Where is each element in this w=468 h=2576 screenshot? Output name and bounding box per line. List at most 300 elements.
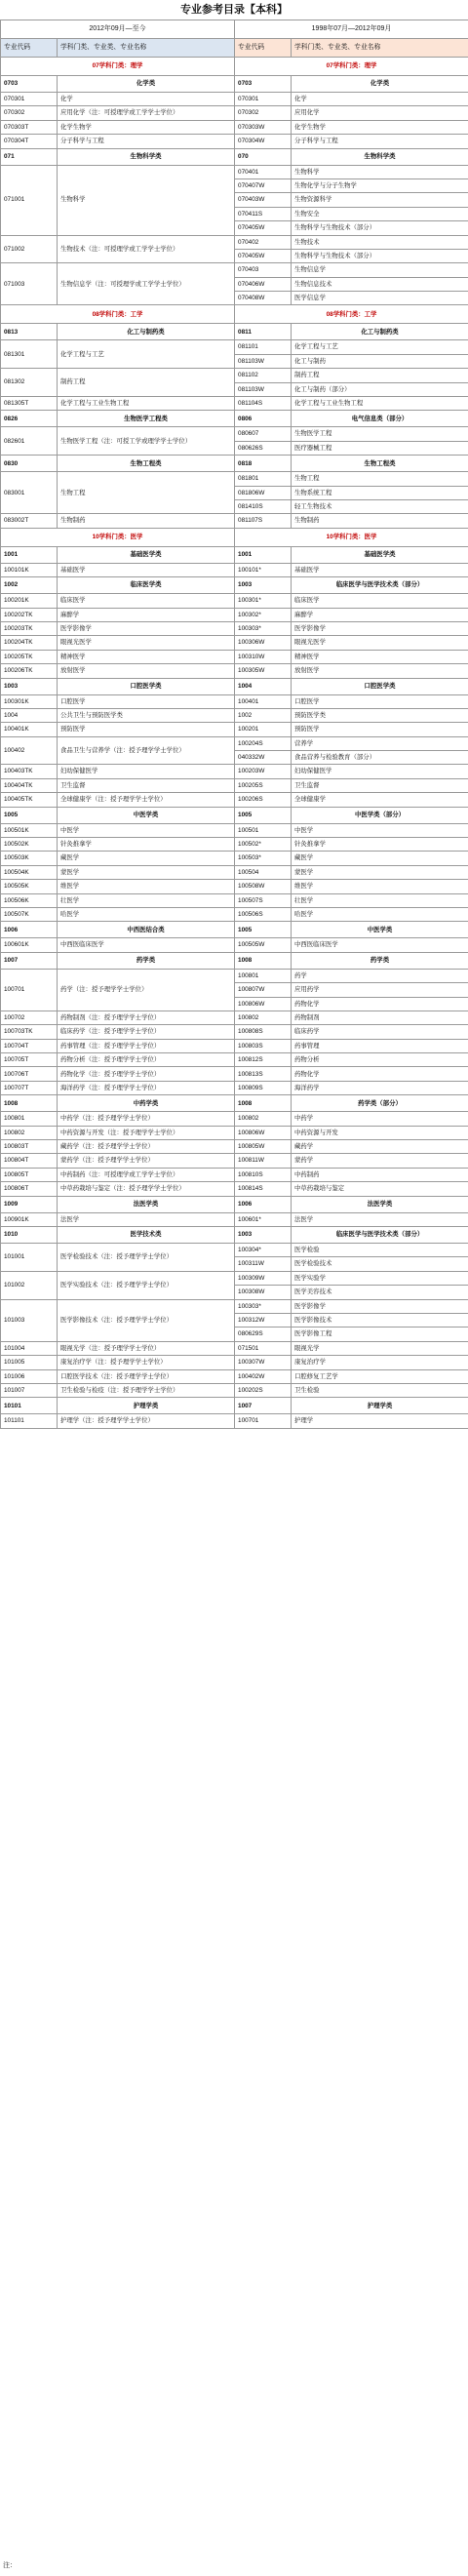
discipline-section-row	[1, 305, 468, 324]
l-major-code: 100704T	[1, 1039, 58, 1052]
l-major-code: 100202TK	[1, 608, 58, 621]
r-major-name: 藏医学	[292, 852, 468, 865]
r-major-name: 法医学类	[292, 1196, 468, 1212]
l-major-name: 中西医临床医学	[58, 938, 235, 952]
r-major-code: 100811W	[235, 1154, 292, 1168]
l-major-code: 100501K	[1, 823, 58, 837]
r-major-name: 卫生检验	[292, 1383, 468, 1397]
l-major-code: 1005	[1, 807, 58, 823]
r-major-name: 化学类	[292, 76, 468, 93]
r-major-code: 070411S	[235, 207, 292, 220]
major-row	[1, 1011, 468, 1024]
l-major-code: 100901K	[1, 1212, 58, 1226]
l-major-code: 101003	[1, 1299, 58, 1341]
l-major-code: 083001	[1, 472, 58, 514]
l-major-code: 100401K	[1, 723, 58, 736]
r-major-name: 预防医学	[292, 723, 468, 736]
l-major-code: 071	[1, 148, 58, 165]
major-row	[1, 1053, 468, 1067]
l-major-name: 生物工程类	[58, 456, 235, 472]
l-major-name: 中医学类	[58, 807, 235, 823]
r-major-name: 蒙药学	[292, 1154, 468, 1168]
l-major-code: 100601K	[1, 938, 58, 952]
r-major-name: 蒙医学	[292, 865, 468, 879]
major-row	[1, 1341, 468, 1355]
r-major-code: 100301*	[235, 594, 292, 608]
major-row	[1, 93, 468, 106]
l-major-code: 1010	[1, 1227, 58, 1244]
r-major-code: 100809S	[235, 1081, 292, 1094]
r-major-name: 生物安全	[292, 207, 468, 220]
r-major-name: 放射医学	[292, 664, 468, 678]
r-major-code: 100203W	[235, 765, 292, 778]
r-major-code: 100813S	[235, 1067, 292, 1081]
major-row	[1, 1126, 468, 1139]
catalog-sheet	[0, 20, 468, 1429]
r-major-code: 080626S	[235, 441, 292, 455]
r-major-code: 1008	[235, 1095, 292, 1112]
page-title: 专业参考目录【本科】	[0, 0, 468, 20]
l-major-name: 基础医学	[58, 563, 235, 576]
r-major-code: 0818	[235, 456, 292, 472]
r-major-name: 生物信息学	[292, 263, 468, 277]
l-major-name: 维医学	[58, 880, 235, 893]
l-major-name: 护理学（注：授予理学学士学位）	[58, 1414, 235, 1428]
r-major-name: 化工与制药（部分）	[292, 382, 468, 396]
major-row	[1, 694, 468, 708]
major-row	[1, 893, 468, 907]
major-row	[1, 1414, 468, 1428]
r-major-code: 100201	[235, 723, 292, 736]
left-name-header: 学科门类、专业类、专业名称	[58, 39, 235, 58]
r-major-name: 卫生监督	[292, 778, 468, 792]
l-major-name: 藏医学	[58, 852, 235, 865]
r-major-code: 070304W	[235, 135, 292, 148]
category-row	[1, 1095, 468, 1112]
r-major-name: 麻醉学	[292, 608, 468, 621]
r-major-code: 100303*	[235, 1299, 292, 1313]
r-major-code: 070408W	[235, 292, 292, 305]
l-major-code: 1007	[1, 952, 58, 969]
section-title-right: 08学科门类：工学	[235, 305, 468, 324]
right-name-header: 学科门类、专业类、专业名称	[292, 39, 468, 58]
l-major-name: 生物科学	[58, 165, 235, 235]
r-major-code: 081102	[235, 369, 292, 382]
r-major-name: 针灸推拿学	[292, 838, 468, 852]
r-major-name: 化学生物学	[292, 120, 468, 134]
l-major-name: 针灸推拿学	[58, 838, 235, 852]
l-major-code: 100705T	[1, 1053, 58, 1067]
l-major-code: 100506K	[1, 893, 58, 907]
r-major-name: 妇幼保健医学	[292, 765, 468, 778]
section-title-right: 10学科门类：医学	[235, 528, 468, 546]
r-major-name: 医学影像学	[292, 1299, 468, 1313]
category-row	[1, 411, 468, 427]
major-row	[1, 880, 468, 893]
l-major-code: 100507K	[1, 907, 58, 921]
r-major-name: 生物信息技术	[292, 277, 468, 291]
r-major-code: 100101*	[235, 563, 292, 576]
l-major-name: 藏药学（注：授予理学学士学位）	[58, 1140, 235, 1154]
major-row	[1, 1299, 468, 1313]
l-major-code: 1006	[1, 922, 58, 938]
r-major-code: 100204S	[235, 736, 292, 750]
major-row	[1, 636, 468, 650]
l-major-code: 100203TK	[1, 621, 58, 635]
r-major-code: 1002	[235, 708, 292, 722]
r-major-name: 化学工程与工艺	[292, 340, 468, 354]
l-major-name: 生物工程	[58, 472, 235, 514]
major-row	[1, 793, 468, 807]
r-major-code: 100807W	[235, 983, 292, 997]
l-major-code: 1002	[1, 577, 58, 594]
r-major-name: 化工与制药类	[292, 324, 468, 340]
major-row	[1, 823, 468, 837]
category-row	[1, 807, 468, 823]
r-major-code: 100308W	[235, 1286, 292, 1299]
major-row	[1, 621, 468, 635]
r-major-name: 口腔医学	[292, 694, 468, 708]
l-major-name: 临床药学（注：授予理学学士学位）	[58, 1025, 235, 1039]
l-major-code: 1003	[1, 678, 58, 694]
major-row	[1, 427, 468, 441]
r-major-name: 化工与制药	[292, 354, 468, 368]
category-row	[1, 1227, 468, 1244]
r-major-name: 眼视光学	[292, 1341, 468, 1355]
r-major-name: 医学检验技术	[292, 1257, 468, 1271]
l-major-code: 081301	[1, 340, 58, 369]
category-row	[1, 148, 468, 165]
l-major-name: 眼视光学（注：授予理学学士学位）	[58, 1341, 235, 1355]
l-major-name: 中医学	[58, 823, 235, 837]
r-major-name: 药学	[292, 969, 468, 982]
r-major-name: 预防医学类	[292, 708, 468, 722]
l-major-name: 康复治疗学（注：授予理学学士学位）	[58, 1356, 235, 1369]
l-major-name: 药学（注：授予理学学士学位）	[58, 969, 235, 1011]
r-major-name: 维医学	[292, 880, 468, 893]
r-major-code: 100312W	[235, 1313, 292, 1327]
l-major-name: 生物医学工程（注：可授工学或理学学士学位）	[58, 427, 235, 456]
l-major-name: 化学工程与工艺	[58, 340, 235, 369]
r-major-name: 法医学	[292, 1212, 468, 1226]
r-major-name: 藏药学	[292, 1140, 468, 1154]
r-major-name: 药学类（部分）	[292, 1095, 468, 1112]
right-era-label: 1998年07月—2012年09月	[235, 20, 468, 39]
r-major-name: 药事管理	[292, 1039, 468, 1052]
r-major-name: 精神医学	[292, 650, 468, 663]
l-major-code: 100205TK	[1, 650, 58, 663]
l-major-code: 070301	[1, 93, 58, 106]
r-major-code: 1004	[235, 678, 292, 694]
r-major-code: 100309W	[235, 1271, 292, 1285]
major-row	[1, 708, 468, 722]
l-major-name: 临床医学	[58, 594, 235, 608]
l-major-name: 分子科学与工程	[58, 135, 235, 148]
l-major-name: 应用化学（注：可授理学或工学学士学位）	[58, 106, 235, 120]
category-row	[1, 76, 468, 93]
l-major-name: 生物技术（注：可授理学或工学学士学位）	[58, 235, 235, 263]
r-major-code: 081801	[235, 472, 292, 486]
r-major-name: 中医学类（部分）	[292, 807, 468, 823]
r-major-code: 1003	[235, 1227, 292, 1244]
r-major-code: 1007	[235, 1398, 292, 1414]
r-major-name: 中医学	[292, 823, 468, 837]
left-code-header: 专业代码	[1, 39, 58, 58]
r-major-code: 070406W	[235, 277, 292, 291]
discipline-section-row	[1, 528, 468, 546]
l-major-name: 化学类	[58, 76, 235, 93]
major-row	[1, 1025, 468, 1039]
r-major-name: 分子科学与工程	[292, 135, 468, 148]
major-row	[1, 340, 468, 354]
catalog-table	[0, 20, 468, 1429]
r-major-name: 医学信息学	[292, 292, 468, 305]
r-major-name: 医学影像学	[292, 621, 468, 635]
r-major-code: 100806W	[235, 997, 292, 1011]
r-major-code: 070405W	[235, 249, 292, 262]
r-major-name: 医学影像工程	[292, 1328, 468, 1341]
major-row	[1, 1168, 468, 1181]
major-row	[1, 594, 468, 608]
l-major-name: 眼视光医学	[58, 636, 235, 650]
r-major-code: 040332W	[235, 751, 292, 765]
left-era-label: 2012年09月—至今	[1, 20, 235, 39]
l-major-code: 100702	[1, 1011, 58, 1024]
l-major-name: 生物科学类	[58, 148, 235, 165]
r-major-code: 070303W	[235, 120, 292, 134]
l-major-code: 101001	[1, 1244, 58, 1272]
l-major-name: 药物制剂（注：授予理学学士学位）	[58, 1011, 235, 1024]
r-major-code: 100502*	[235, 838, 292, 852]
major-row	[1, 263, 468, 277]
major-row	[1, 1154, 468, 1168]
r-major-code: 081101	[235, 340, 292, 354]
r-major-name: 应用化学	[292, 106, 468, 120]
major-row	[1, 563, 468, 576]
category-row	[1, 952, 468, 969]
r-major-name: 基础医学	[292, 563, 468, 576]
r-major-name: 营养学	[292, 736, 468, 750]
major-row	[1, 938, 468, 952]
l-major-code: 100403TK	[1, 765, 58, 778]
r-major-code: 0703	[235, 76, 292, 93]
l-major-code: 101006	[1, 1369, 58, 1383]
r-major-code: 100806W	[235, 1126, 292, 1139]
major-row	[1, 235, 468, 249]
r-major-name: 生物科学与生物技术（部分）	[292, 249, 468, 262]
major-row	[1, 650, 468, 663]
major-row	[1, 838, 468, 852]
r-major-name: 口腔修复工艺学	[292, 1369, 468, 1383]
major-row	[1, 765, 468, 778]
category-row	[1, 1398, 468, 1414]
l-major-name: 医学技术类	[58, 1227, 235, 1244]
r-major-name: 药物分析	[292, 1053, 468, 1067]
r-major-name: 中草药栽培与鉴定	[292, 1182, 468, 1196]
l-major-code: 083002T	[1, 514, 58, 528]
l-major-name: 药物分析（注：授予理学学士学位）	[58, 1053, 235, 1067]
major-row	[1, 1182, 468, 1196]
l-major-name: 哈医学	[58, 907, 235, 921]
l-major-code: 100802	[1, 1126, 58, 1139]
r-major-name: 生物科学类	[292, 148, 468, 165]
major-row	[1, 472, 468, 486]
l-major-code: 070302	[1, 106, 58, 120]
l-major-name: 口腔医学类	[58, 678, 235, 694]
r-major-code: 081103W	[235, 354, 292, 368]
r-major-name: 中药资源与开发	[292, 1126, 468, 1139]
r-major-code: 081104S	[235, 397, 292, 411]
column-header-row	[1, 39, 468, 58]
r-major-name: 轻工生物技术	[292, 499, 468, 513]
r-major-name: 眼视光医学	[292, 636, 468, 650]
l-major-code: 082601	[1, 427, 58, 456]
l-major-name: 基础医学类	[58, 546, 235, 563]
l-major-code: 101005	[1, 1356, 58, 1369]
r-major-code: 0811	[235, 324, 292, 340]
r-major-code: 071501	[235, 1341, 292, 1355]
l-major-code: 101007	[1, 1383, 58, 1397]
major-row	[1, 1383, 468, 1397]
r-major-code: 100505W	[235, 938, 292, 952]
l-major-name: 中药学类	[58, 1095, 235, 1112]
l-major-name: 化工与制药类	[58, 324, 235, 340]
major-row	[1, 1039, 468, 1052]
l-major-code: 071003	[1, 263, 58, 305]
l-major-code: 100801	[1, 1112, 58, 1126]
major-row	[1, 135, 468, 148]
r-major-name: 电气信息类（部分）	[292, 411, 468, 427]
r-major-name: 护理学	[292, 1414, 468, 1428]
r-major-name: 医学美容技术	[292, 1286, 468, 1299]
r-major-code: 100601*	[235, 1212, 292, 1226]
section-title-left: 07学科门类：理学	[1, 58, 235, 76]
r-major-name: 全球健康学	[292, 793, 468, 807]
l-major-name: 口腔医学	[58, 694, 235, 708]
l-major-code: 0703	[1, 76, 58, 93]
l-major-name: 中草药栽培与鉴定（注：授予理学学士学位）	[58, 1182, 235, 1196]
l-major-name: 妇幼保健医学	[58, 765, 235, 778]
l-major-code: 100503K	[1, 852, 58, 865]
l-major-name: 全球健康学（注：授予理学学士学位）	[58, 793, 235, 807]
l-major-code: 101002	[1, 1271, 58, 1299]
l-major-code: 100404TK	[1, 778, 58, 792]
r-major-code: 100304*	[235, 1244, 292, 1257]
category-row	[1, 546, 468, 563]
r-major-code: 100302*	[235, 608, 292, 621]
r-major-code: 070	[235, 148, 292, 165]
l-major-name: 医学影像技术（注：授予理学学士学位）	[58, 1299, 235, 1341]
r-major-name: 中西医临床医学	[292, 938, 468, 952]
l-major-name: 海洋药学（注：授予理学学士学位）	[58, 1081, 235, 1094]
l-major-code: 10101	[1, 1398, 58, 1414]
r-major-name: 生物科学	[292, 165, 468, 178]
l-major-name: 化学工程与工业生物工程	[58, 397, 235, 411]
l-major-name: 卫生监督	[58, 778, 235, 792]
r-major-name: 生物医学工程	[292, 427, 468, 441]
l-major-code: 101004	[1, 1341, 58, 1355]
r-major-code: 080607	[235, 427, 292, 441]
l-major-code: 100301K	[1, 694, 58, 708]
l-major-code: 100504K	[1, 865, 58, 879]
r-major-code: 100803S	[235, 1039, 292, 1052]
l-major-name: 医学影像学	[58, 621, 235, 635]
r-major-name: 化学	[292, 93, 468, 106]
r-major-name: 基础医学类	[292, 546, 468, 563]
l-major-code: 081305T	[1, 397, 58, 411]
major-row	[1, 1244, 468, 1257]
r-major-name: 医学检验	[292, 1244, 468, 1257]
r-major-code: 081806W	[235, 486, 292, 499]
l-major-name: 生物医学工程类	[58, 411, 235, 427]
discipline-section-row	[1, 58, 468, 76]
r-major-name: 中药学	[292, 1112, 468, 1126]
r-major-code: 081410S	[235, 499, 292, 513]
r-major-name: 生物科学与生物技术（部分）	[292, 221, 468, 235]
r-major-code: 100504	[235, 865, 292, 879]
major-row	[1, 1212, 468, 1226]
r-major-name: 食品营养与检验教育（部分）	[292, 751, 468, 765]
major-row	[1, 1067, 468, 1081]
r-major-code: 100205S	[235, 778, 292, 792]
r-major-code: 070403W	[235, 193, 292, 207]
r-major-code: 070401	[235, 165, 292, 178]
l-major-code: 1009	[1, 1196, 58, 1212]
major-row	[1, 1081, 468, 1094]
r-major-name: 药物化学	[292, 997, 468, 1011]
l-major-name: 制药工程	[58, 369, 235, 397]
l-major-name: 口腔医学技术（注：授予理学学士学位）	[58, 1369, 235, 1383]
r-major-name: 化学工程与工业生物工程	[292, 397, 468, 411]
r-major-code: 0806	[235, 411, 292, 427]
major-row	[1, 969, 468, 982]
l-major-name: 药事管理（注：授予理学学士学位）	[58, 1039, 235, 1052]
catalog-table-body	[1, 20, 468, 1429]
r-major-code: 100303*	[235, 621, 292, 635]
major-row	[1, 397, 468, 411]
major-row	[1, 865, 468, 879]
era-row	[1, 20, 468, 39]
l-major-name: 法医学	[58, 1212, 235, 1226]
l-major-code: 100201K	[1, 594, 58, 608]
l-major-code: 100805T	[1, 1168, 58, 1181]
l-major-name: 中药学（注：授予理学学士学位）	[58, 1112, 235, 1126]
l-major-name: 卫生检验与检疫（注：授予理学学士学位）	[58, 1383, 235, 1397]
r-major-code: 100808S	[235, 1025, 292, 1039]
r-major-name: 临床医学与医学技术类（部分）	[292, 577, 468, 594]
category-row	[1, 1196, 468, 1212]
l-major-code: 071002	[1, 235, 58, 263]
category-row	[1, 456, 468, 472]
r-major-code: 070402	[235, 235, 292, 249]
r-major-name: 临床医学	[292, 594, 468, 608]
r-major-code: 081107S	[235, 514, 292, 528]
major-row	[1, 907, 468, 921]
l-major-name: 化学	[58, 93, 235, 106]
l-major-code: 100405TK	[1, 793, 58, 807]
l-major-name: 中西医结合类	[58, 922, 235, 938]
l-major-code: 070304T	[1, 135, 58, 148]
r-major-code: 100310W	[235, 650, 292, 663]
r-major-code: 100507S	[235, 893, 292, 907]
section-title-right: 07学科门类：理学	[235, 58, 468, 76]
r-major-name: 应用药学	[292, 983, 468, 997]
major-row	[1, 1271, 468, 1285]
right-code-header: 专业代码	[235, 39, 292, 58]
l-major-code: 081302	[1, 369, 58, 397]
r-major-code: 070403	[235, 263, 292, 277]
l-major-name: 蒙药学（注：授予理学学士学位）	[58, 1154, 235, 1168]
